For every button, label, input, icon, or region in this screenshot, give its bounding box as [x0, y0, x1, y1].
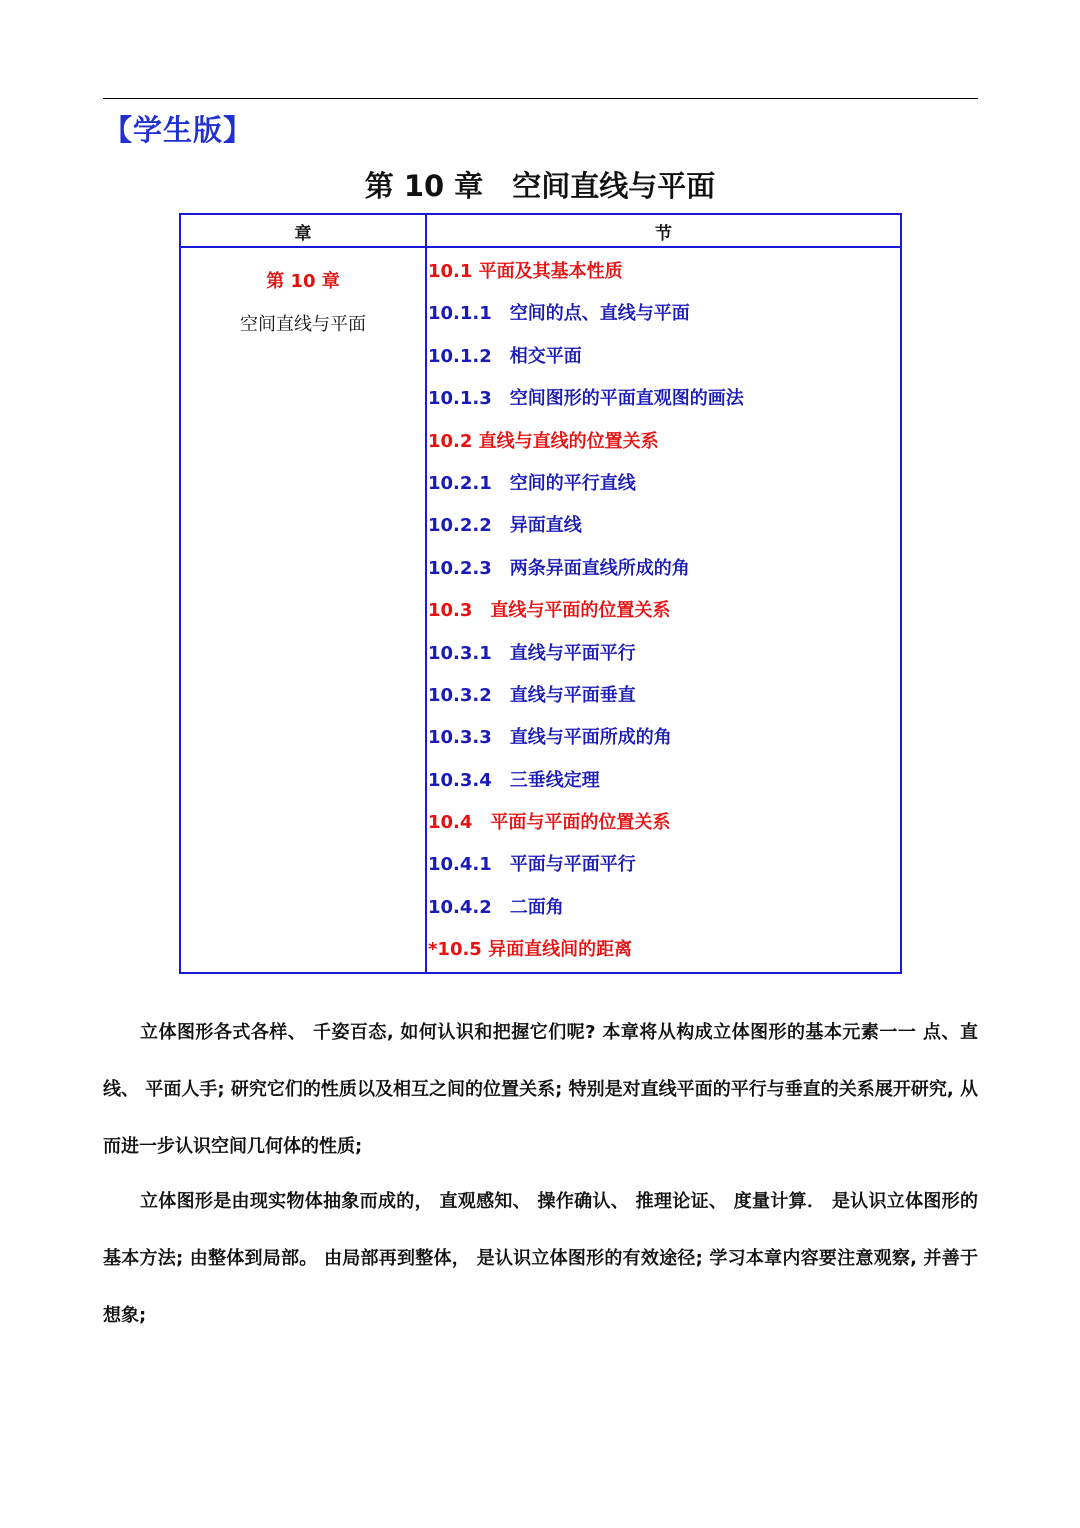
section-list: [428, 251, 900, 972]
intro-paragraph-2: 立体图形是由现实物体抽象而成的， 直观感知、 操作确认、 推理论证、 度量计算． 是认识立体图形的基本方法; 由整体到局部。 由局部再到整体， 是认识立体图形的有效途径; 学习本章内容要注意观察, 并善于想象;: [103, 1191, 978, 1326]
table-column-divider: [425, 215, 427, 972]
toc-section-item: 10.1 平面及其基本性质: [428, 261, 623, 282]
chapter-title: 第 10 章 空间直线与平面: [364, 169, 716, 203]
toc-section-item: 10.3.2 直线与平面垂直: [428, 684, 636, 706]
header-rule: [103, 98, 978, 99]
intro-paragraph-1: 立体图形各式各样、 千姿百态, 如何认识和把握它们呢? 本章将从构成立体图形的基本元素一一 点、直线、 平面人手; 研究它们的性质以及相互之间的位置关系; 特别是对直线平面的平行与垂直的关系展开研究, 从而进一步认识空间几何体的性质;: [103, 1022, 978, 1157]
toc-section-item: 10.1.2 相交平面: [428, 345, 582, 367]
header-section: 节: [655, 224, 672, 244]
table-header-divider: [181, 246, 900, 248]
toc-section-item: 10.3.3 直线与平面所成的角: [428, 727, 672, 749]
edition-label: 【学生版】: [103, 113, 254, 147]
toc-section-item: 10.1.1 空间的点、直线与平面: [428, 303, 690, 325]
toc-section-item: 10.1.3 空间图形的平面直观图的画法: [428, 388, 744, 410]
toc-section-item: 10.2 直线与直线的位置关系: [428, 430, 659, 452]
toc-section-item: *10.5 异面直线间的距离: [428, 939, 633, 961]
toc-table: [179, 213, 902, 974]
toc-section-item: 10.2.2 异面直线: [428, 515, 582, 537]
toc-section-item: 10.4.1 平面与平面平行: [428, 854, 636, 876]
toc-section-item: 10.3 直线与平面的位置关系: [428, 600, 671, 622]
toc-section-item: 10.4.2 二面角: [428, 896, 564, 918]
chapter-number: 第 10 章: [266, 271, 340, 292]
chapter-name: 空间直线与平面: [240, 314, 366, 335]
toc-section-item: 10.3.1 直线与平面平行: [428, 642, 636, 664]
toc-section-item: 10.2.3 两条异面直线所成的角: [428, 557, 690, 579]
header-chapter: 章: [294, 224, 312, 244]
toc-section-item: 10.3.4 三垂线定理: [428, 769, 600, 791]
toc-section-item: 10.2.1 空间的平行直线: [428, 472, 636, 494]
toc-section-item: 10.4 平面与平面的位置关系: [428, 812, 671, 834]
